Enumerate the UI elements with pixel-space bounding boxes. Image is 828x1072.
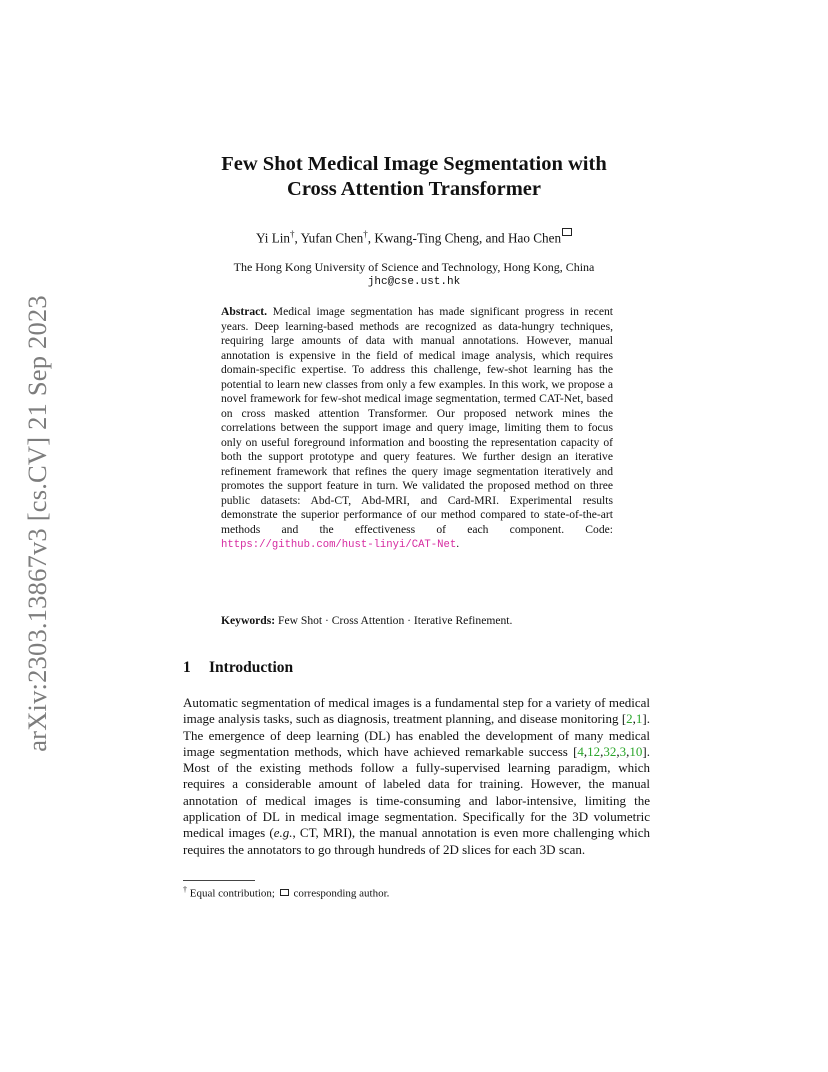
affiliation: The Hong Kong University of Science and Technology, Hong Kong, China	[233, 260, 595, 274]
author-2-mark: †	[363, 229, 368, 239]
citation-2[interactable]: 2	[626, 711, 633, 727]
footnote-text-1: Equal contribution;	[187, 887, 278, 900]
paper-title	[150, 152, 678, 202]
title-line-1: Few Shot Medical Image Segmentation with	[221, 153, 607, 175]
citation-10[interactable]: 10	[629, 743, 643, 759]
intro-text-3: ]. Most of the existing methods follow a fully-supervised learning paradigm, which requires a considerable amount of labeled data for training. However, the manual annotation of medical images is time-consuming and labor-intensive, limiting the application of DL in medical image segmentation. Specifically for the 3D volumetric medical images (	[183, 743, 650, 841]
title-line-2: Cross Attention Transformer	[287, 178, 541, 200]
cite-comma-3: ,	[600, 743, 604, 759]
email[interactable]: jhc@cse.ust.hk	[367, 276, 461, 288]
cite-comma-5: ,	[626, 743, 630, 759]
citation-3[interactable]: 3	[619, 743, 627, 759]
footnote-rule	[183, 880, 255, 881]
intro-paragraph	[183, 695, 650, 858]
cite-comma-1: ,	[632, 711, 636, 727]
footnote	[183, 885, 389, 900]
arxiv-stamp-text: arXiv:2303.13867v3 [cs.CV] 21 Sep 2023	[21, 294, 52, 752]
author-sep-2: ,	[367, 230, 375, 246]
affiliation-block	[150, 260, 678, 290]
author-3: Kwang-Ting Cheng	[374, 230, 480, 246]
abstract	[221, 305, 613, 553]
abstract-label: Abstract.	[221, 305, 268, 318]
keywords	[221, 614, 613, 629]
abstract-text: Medical image segmentation has made significant progress in recent years. Deep learning-based methods are recognized as data-hungry techniques, requiring large amounts of data with manual annotations. However, manual annotation is expensive in the field of medical image analysis, which requires domain-specific expertise. To address this challenge, few-shot learning has the potential to learn new classes from only a few examples. In this work, we propose a novel framework for few-shot medical image segmentation, termed CAT-Net, based on cross masked attention Transformer. Our proposed network mines the correlations between the support image and query image, limiting them to focus only on useful foreground information and boosting the representation capacity of both the support prototype and query features. We further design an iterative refinement framework that refines the query image segmentation iteratively and promotes the support feature in turn. We validated the proposed method on three public datasets: Abd-CT, Abd-MRI, and Card-MRI. Experimental results demonstrate the superior performance of our method compared to state-of-the-art methods and the effectiveness of each component. Code:	[221, 305, 613, 536]
citation-12[interactable]: 12	[587, 743, 601, 759]
intro-text-1: Automatic segmentation of medical images is a fundamental step for a variety of medical image analysis tasks, such as diagnosis, treatment planning, and disease monitoring [	[183, 695, 650, 727]
citation-1[interactable]: 1	[635, 711, 643, 727]
footnote-text-2: corresponding author.	[290, 887, 390, 900]
section-heading	[183, 659, 293, 677]
envelope-icon	[562, 228, 572, 236]
footnote-mark: †	[183, 885, 187, 894]
intro-eg: e.g.	[273, 825, 293, 841]
section-title: Introduction	[209, 659, 294, 676]
author-1-mark: †	[290, 229, 295, 239]
cite-comma-4: ,	[616, 743, 620, 759]
citation-32[interactable]: 32	[603, 743, 617, 759]
section-number: 1	[183, 659, 191, 676]
author-sep-1: ,	[294, 230, 301, 246]
citation-4[interactable]: 4	[577, 743, 584, 759]
arxiv-stamp	[22, 288, 52, 758]
author-list	[150, 229, 678, 246]
intro-text-4: , CT, MRI), the manual annotation is even more challenging which requires the annotators to go through hundreds of 2D slices for each 3D scan.	[183, 825, 650, 857]
code-link[interactable]: https://github.com/hust-linyi/CAT-Net	[221, 539, 457, 551]
intro-text-2: ]. The emergence of deep learning (DL) has enabled the development of many medical image segmentation methods, which have achieved remarkable success [	[183, 711, 650, 759]
keywords-label: Keywords:	[221, 614, 276, 627]
author-and: , and	[479, 230, 508, 246]
author-1: Yi Lin	[255, 230, 291, 246]
envelope-icon	[280, 889, 289, 896]
author-2: Yufan Chen	[300, 230, 364, 246]
author-4: Hao Chen	[507, 230, 562, 246]
keywords-text: Few Shot · Cross Attention · Iterative Refinement.	[278, 614, 513, 627]
cite-comma-2: ,	[583, 743, 588, 759]
abstract-end: .	[456, 537, 460, 550]
